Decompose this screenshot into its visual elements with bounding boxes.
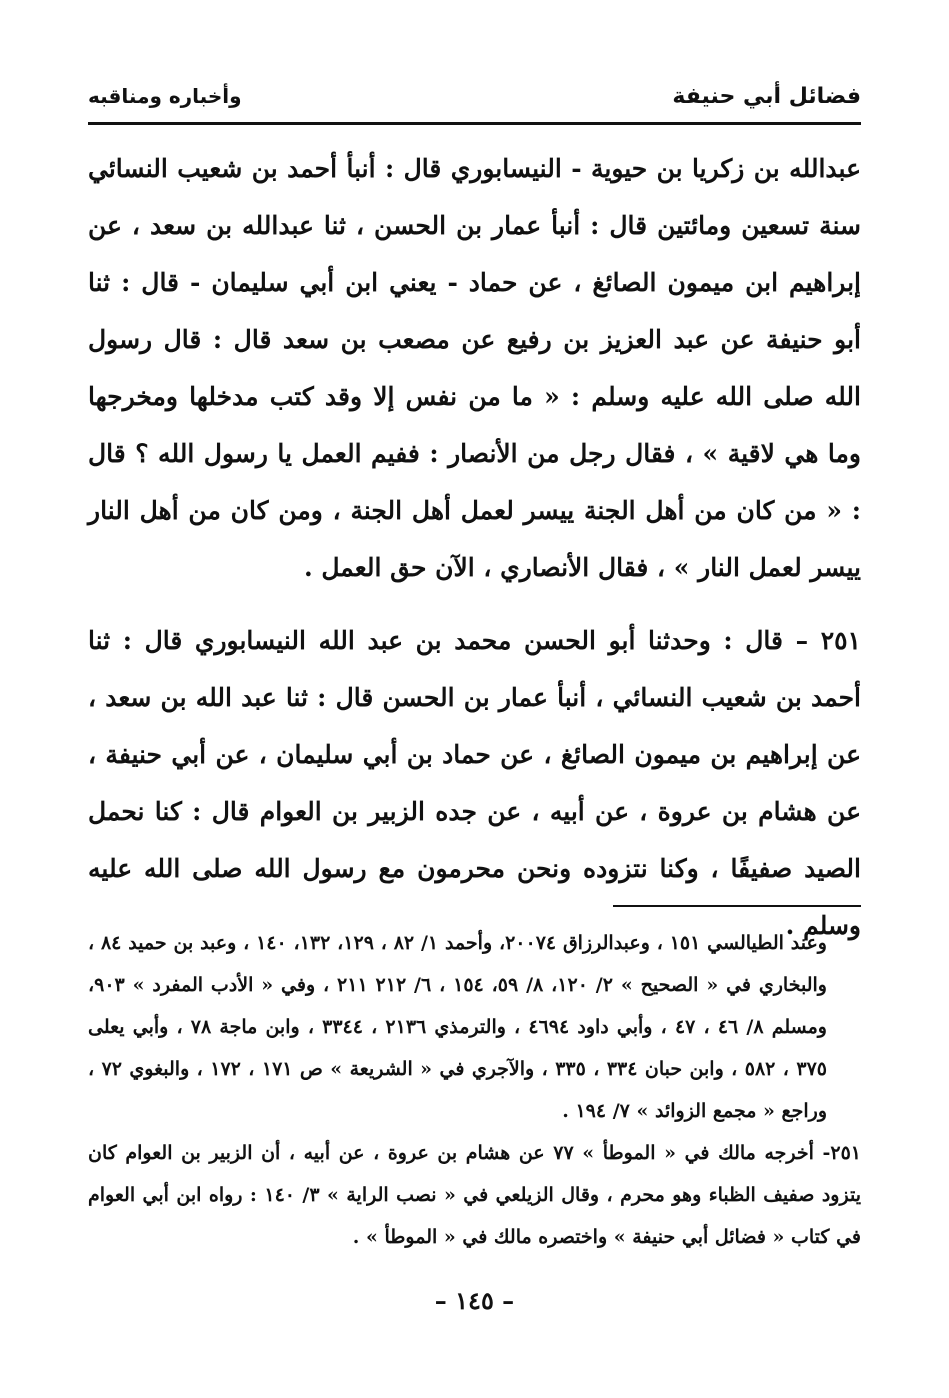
paragraph-hadith-250-continuation: عبدالله بن زكريا بن حيوية - النيسابوري قال : أنبأ أحمد بن شعيب النسائي سنة تسعين ومائتين قال : أنبأ عمار بن الحسن ، ثنا عبدالله بن سعد ، عن إبراهيم ابن ميمون الصائغ ، عن حماد - يعني ابن أبي سليمان - قال : ثنا أبو حنيفة عن عبد العزيز بن رفيع عن مصعب بن سعد قال : قال رسول الله صلى الله عليه وسلم : « ما من نفس إلا وقد كتب مدخلها ومخرجها وما هي لاقية » ، فقال رجل من الأنصار : ففيم العمل يا رسول الله ؟ قال : « من كان من أهل الجنة ييسر لعمل أهل الجنة ، ومن كان من أهل النار ييسر لعمل النار » ، فقال الأنصاري ، الآن حق العمل .	[88, 154, 861, 582]
hadith-number: ٢٥١ –	[795, 626, 861, 655]
section-title: وأخباره ومناقبه	[88, 84, 242, 108]
footnote-separator	[613, 905, 861, 907]
footnotes	[88, 922, 861, 1258]
footnote-continuation: وعند الطيالسي ١٥١ ، وعبدالرزاق ٢٠٠٧٤، وأحمد ١/ ٨٢ ، ١٢٩، ١٣٢، ١٤٠ ، وعبد بن حميد ٨٤ ، والبخاري في « الصحيح » ٢/ ١٢٠، ٨/ ٥٩، ١٥٤ ، ٦/ ٢١٢ ٢١١ ، وفي « الأدب المفرد » ٩٠٣، ومسلم ٨/ ٤٦ ، ٤٧ ، وأبي داود ٤٦٩٤ ، والترمذي ٢١٣٦ ، ٣٣٤٤ ، وابن ماجة ٧٨ ، وأبي يعلى ٣٧٥ ، ٥٨٢ ، وابن حبان ٣٣٤ ، ٣٣٥ ، والآجري في « الشريعة » ص ١٧١ ، ١٧٢ ، والبغوي ٧٢ ، وراجع « مجمع الزوائد » ٧/ ١٩٤ .	[88, 932, 827, 1122]
main-text	[88, 140, 861, 970]
page-number: – ١٤٥ –	[434, 1286, 515, 1315]
paragraph-hadith-251	[88, 612, 861, 954]
hadith-text: قال : وحدثنا أبو الحسن محمد بن عبد الله النيسابوري قال : ثنا أحمد بن شعيب النسائي ، أنبأ عمار بن الحسن قال : ثنا عبد الله بن سعد ، عن إبراهيم بن ميمون الصائغ ، عن حماد بن أبي سليمان ، عن أبي حنيفة ، عن هشام بن عروة ، عن أبيه ، عن جده الزبير بن العوام قال : كنا نحمل الصيد صفيفًا ، وكنا نتزوده ونحن محرمون مع رسول الله صلى الله عليه وسلم .	[88, 626, 861, 940]
footnote-251: ٢٥١- أخرجه مالك في « الموطأ » ٧٧ عن هشام بن عروة ، عن أبيه ، أن الزبير بن العوام كان يتزود صفيف الظباء وهو محرم ، وقال الزيلعي في « نصب الراية » ٣/ ١٤٠ : رواه ابن أبي العوام في كتاب « فضائل أبي حنيفة » واختصره مالك في « الموطأ » .	[88, 1142, 861, 1248]
book-title: فضائل أبي حنيفة	[672, 84, 861, 109]
running-header	[88, 78, 861, 125]
